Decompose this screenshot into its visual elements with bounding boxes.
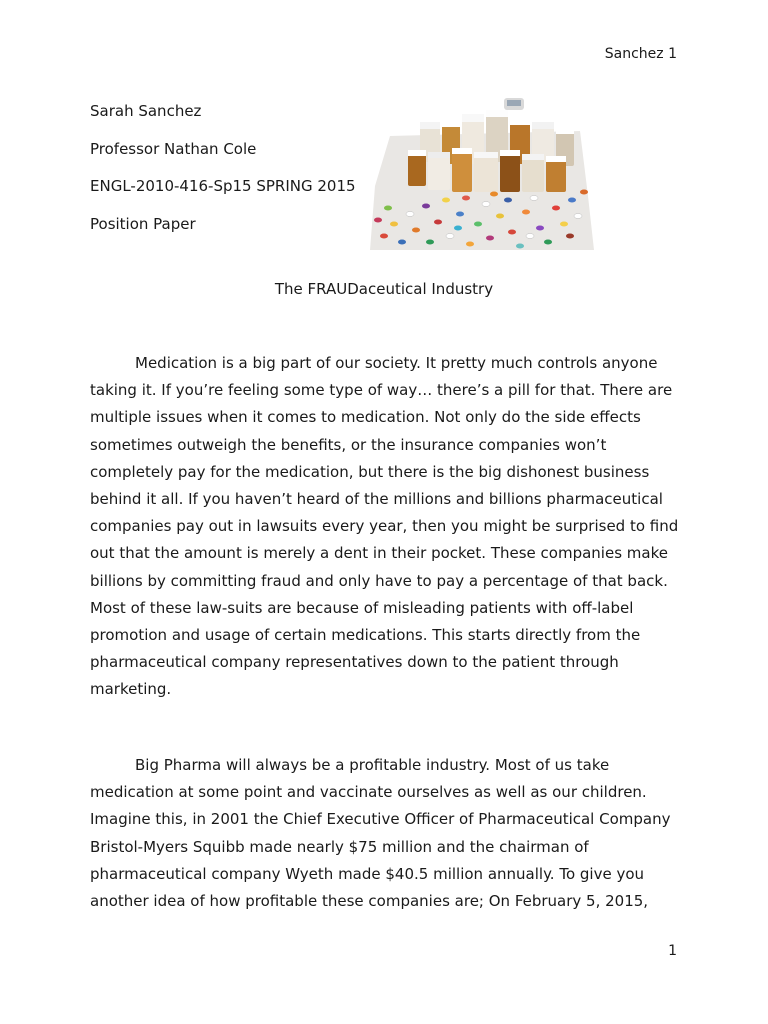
- author-name: Sarah Sanchez: [90, 102, 202, 120]
- body-paragraph-1: [90, 350, 685, 704]
- course-info: ENGL-2010-416-Sp15 SPRING 2015: [90, 177, 356, 195]
- running-head: Sanchez 1: [604, 46, 677, 62]
- heading-block: [90, 93, 356, 243]
- paper-title: The FRAUDaceutical Industry: [274, 280, 494, 298]
- paragraph-2-text: Big Pharma will always be a profitable industry. Most of us take medication at some point and vaccinate ourselves as well as our children. Imagine this, in 2001 the Chief Executive Officer of Pharmaceutical Company Bristol-Myers Squibb made nearly $75 million and the chairman of pharmaceutical company Wyeth made $40.5 million annually. To give you another idea of how profitable these companies are; On February 5, 2015,: [90, 756, 671, 911]
- medication-bottles-and-pills-image: [370, 96, 594, 250]
- body-paragraph-2: [90, 752, 685, 915]
- assignment-type: Position Paper: [90, 214, 196, 233]
- professor-name: Professor Nathan Cole: [90, 139, 257, 158]
- page-number: 1: [668, 943, 677, 959]
- paragraph-1-text: Medication is a big part of our society. It pretty much controls anyone taking it. If you’re feeling some type of way… there’s a pill for that. There are multiple issues when it comes to medication. Not only do the side effects sometimes outweigh the benefits, or the insurance companies won’t completely pay for the medication, but there is the big dishonest business behind it all. If you haven’t heard of the millions and billions pharmaceutical companies pay out in lawsuits every year, then you might be surprised to find out that the amount is merely a dent in their pocket. These companies make billions by committing fraud and only have to pay a percentage of that back. Most of these law-suits are because of misleading patients with off-label promotion and usage of certain medications. This starts directly from the pharmaceutical company representatives down to the patient through marketing.: [90, 354, 679, 699]
